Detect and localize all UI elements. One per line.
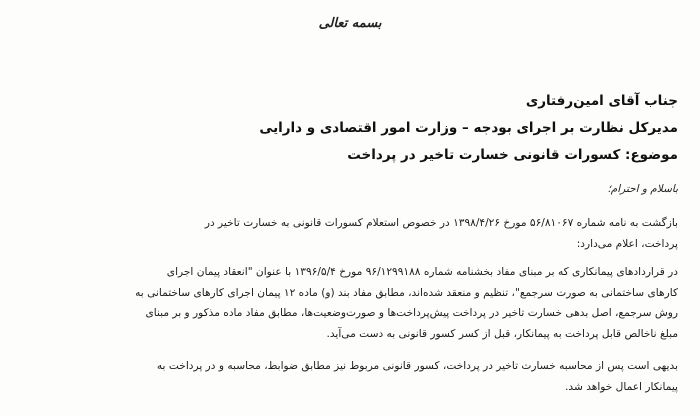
- paragraph-line: در قراردادهای پیمانکاری که بر مبنای مفاد بخشنامه شماره ۹۶/۱۲۹۹۱۸۸ مورخ ۱۳۹۶/۵/۴ با عنوان "انعقاد پیمان اجرای: [166, 266, 678, 278]
- letter-heading: بسمه تعالی: [318, 16, 382, 31]
- paragraph-2: [23, 262, 678, 344]
- recipient-title: مدیرکل نظارت بر اجرای بودجه – وزارت امور اقتصادی و دارایی: [259, 120, 678, 136]
- paragraph-line: پرداخت، اعلام می‌دارد:: [576, 237, 678, 250]
- paragraph-line: بازگشت به نامه شماره ۵۶/۸۱۰۶۷ مورخ ۱۳۹۸/۴/۲۶ در خصوص استعلام کسورات قانونی به خسارت تاخیر در: [204, 217, 678, 229]
- paragraph-line: پیمانکار اعمال خواهد شد.: [565, 380, 678, 393]
- recipient-name: جناب آقای امین‌رفتاری: [525, 93, 678, 109]
- paragraph-line: بدیهی است پس از محاسبه خسارت تاخیر در پرداخت، کسور قانونی مربوط نیز مطابق ضوابط، محاسبه و در پرداخت به: [156, 360, 678, 372]
- paragraph-1: [23, 213, 678, 254]
- paragraph-line: روش سرجمع، اصل بدهی خسارت تاخیر در پرداخت پیش‌پرداخت‌ها و صورت‌وضعیت‌ها، مطابق مفاد ماده مذکور و بر مبنای: [145, 307, 678, 319]
- letter-subject: موضوع: کسورات قانونی خسارت تاخیر در پرداخت: [347, 147, 678, 163]
- paragraph-3: [23, 356, 678, 397]
- paragraph-line: مبلغ ناخالص قابل پرداخت به پیمانکار، قبل از کسر کسور قانونی به دست می‌آید.: [326, 327, 678, 340]
- greeting: باسلام و احترام؛: [607, 183, 678, 195]
- paragraph-line: کارهای ساختمانی به صورت سرجمع"، تنظیم و منعقد شده‌اند، مطابق مفاد بند (و) ماده ۱۲ پیمان اجرای کارهای ساختمانی به: [135, 286, 678, 299]
